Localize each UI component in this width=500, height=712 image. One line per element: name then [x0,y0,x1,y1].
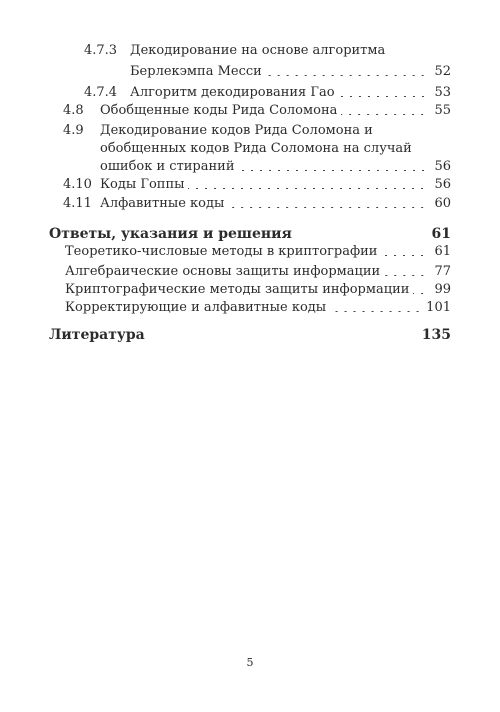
section-page: 61 [431,226,451,242]
toc-entry-page: 77 [434,264,451,279]
toc-entry-title: Корректирующие и алфавитные коды [65,300,327,315]
page-number: 5 [246,656,254,669]
toc-entry-page: 99 [434,282,451,297]
toc-entry-title: Обобщенные коды Рида Соломона [100,103,338,118]
toc-entry-number: 4.7.4 [84,85,118,100]
toc-entry-page: 101 [426,300,451,315]
dot-leader [330,311,422,312]
section-title: Ответы, указания и решения [49,226,292,242]
toc-entry-number: 4.9 [63,123,84,138]
toc-section-literature[interactable] [49,327,451,343]
toc-entry-title-cont: ошибок и стираний [100,159,235,174]
toc-entry-title: Алфавитные коды [100,196,225,211]
dot-leader [381,255,427,256]
toc-entry-number: 4.10 [63,177,92,192]
toc-section-answers[interactable] [49,226,451,242]
toc-entry-number: 4.11 [63,196,92,211]
toc-entry-page: 60 [434,196,451,211]
toc-entry-page: 52 [434,64,451,79]
toc-entry-title-cont: Берлекэмпа Месси [130,64,262,79]
toc-entry-number: 4.7.3 [84,43,118,58]
section-title: Литература [49,327,145,343]
dot-leader [239,170,428,171]
dot-leader [341,114,427,115]
section-page: 135 [421,327,451,343]
dot-leader [339,96,427,97]
toc-entry-title: Теоретико-числовые методы в криптографии [65,244,378,259]
toc-entry-number: 4.8 [63,103,84,118]
toc-entry-page: 55 [434,103,451,118]
dot-leader [188,188,427,189]
dot-leader [228,207,427,208]
toc-entry-title: Декодирование на основе алгоритма [130,43,386,58]
toc-entry-title: Декодирование кодов Рида Соломона и [100,123,373,138]
toc-entry-title: Коды Гоппы [100,177,185,192]
toc-entry-title-cont: обобщенных кодов Рида Соломона на случай [100,141,412,156]
toc-entry-title: Криптографические методы защиты информации [65,282,410,297]
dot-leader [413,293,427,294]
dot-leader [266,75,427,76]
toc-entry-title: Алгоритм декодирования Гао [130,85,335,100]
toc-entry-page: 56 [434,159,451,174]
toc-entry-page: 56 [434,177,451,192]
toc-entry-page: 61 [434,244,451,259]
toc-entry-page: 53 [434,85,451,100]
dot-leader [384,275,427,276]
toc-entry-title: Алгебраические основы защиты информации [65,264,381,279]
